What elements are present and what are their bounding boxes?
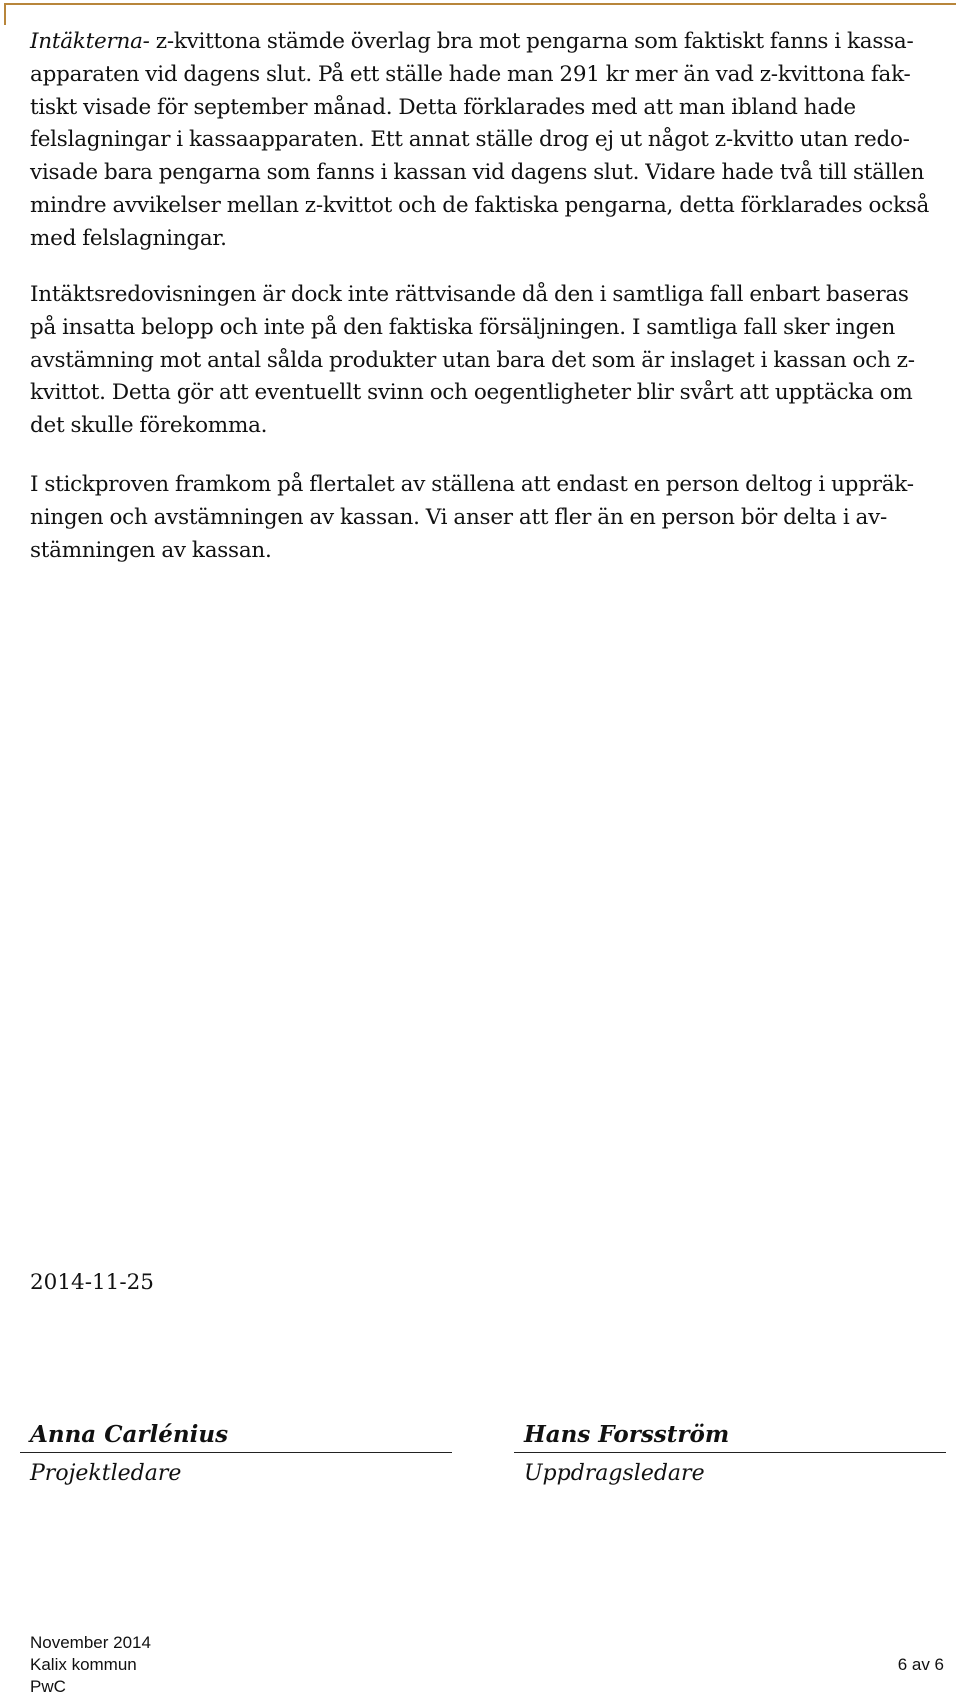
paragraph-line: ningen och avstämningen av kassan. Vi anser att fler än en person bör delta i av- bbox=[30, 504, 888, 530]
signature-role: Uppdragsledare bbox=[524, 1461, 705, 1486]
paragraph-line: mindre avvikelser mellan z-kvittot och de faktiska pengarna, detta förklarades också bbox=[30, 192, 930, 218]
page-corner-decoration bbox=[4, 3, 956, 25]
document-date: 2014-11-25 bbox=[30, 1270, 154, 1295]
paragraph-lead-italic: Intäkterna- bbox=[30, 29, 150, 54]
paragraph-line: det skulle förekomma. bbox=[30, 413, 268, 439]
paragraph-line: avstämning mot antal sålda produkter utan bara det som är inslaget i kassan och z- bbox=[30, 347, 915, 373]
footer-month: November 2014 bbox=[30, 1633, 151, 1652]
paragraph-line: Intäktsredovisningen är dock inte rättvisande då den i samtliga fall enbart baseras bbox=[30, 282, 909, 307]
signature-line bbox=[20, 1452, 452, 1453]
signature-block-left bbox=[30, 1420, 462, 1489]
footer-client: Kalix kommun bbox=[30, 1655, 137, 1674]
signature-role: Projektledare bbox=[30, 1461, 182, 1486]
paragraph-line-text: z-kvittona stämde överlag bra mot pengarna som faktiskt fanns i kassa- bbox=[149, 29, 914, 54]
signature-name: Hans Forsström bbox=[524, 1421, 730, 1448]
footer-firm: PwC bbox=[30, 1677, 66, 1696]
paragraph-line: med felslagningar. bbox=[30, 225, 227, 251]
paragraph-line: I stickproven framkom på flertalet av ställena att endast en person deltog i uppräk- bbox=[30, 472, 914, 497]
paragraph-line: felslagningar i kassaapparaten. Ett annat ställe drog ej ut något z-kvitto utan redo- bbox=[30, 127, 910, 153]
footer-info bbox=[30, 1632, 151, 1698]
signature-line bbox=[514, 1452, 946, 1453]
signature-block-right bbox=[524, 1420, 956, 1489]
paragraph-line: visade bara pengarna som fanns i kassan vid dagens slut. Vidare hade två till ställen bbox=[30, 160, 925, 186]
page-number: 6 av 6 bbox=[897, 1655, 944, 1674]
paragraph-line: stämningen av kassan. bbox=[30, 537, 272, 563]
paragraph-line: tiskt visade för september månad. Detta förklarades med att man ibland hade bbox=[30, 94, 856, 120]
paragraph-line bbox=[30, 26, 946, 59]
paragraph-line: apparaten vid dagens slut. På ett ställe hade man 291 kr mer än vad z-kvittona fak- bbox=[30, 61, 911, 87]
paragraph-intaktsredovisning bbox=[30, 279, 946, 443]
paragraph-intakterna bbox=[30, 26, 946, 256]
paragraph-line: kvittot. Detta gör att eventuellt svinn och oegentligheter blir svårt att upptäcka om bbox=[30, 380, 913, 406]
signature-name: Anna Carlénius bbox=[30, 1421, 229, 1448]
paragraph-line: på insatta belopp och inte på den faktiska försäljningen. I samtliga fall sker ingen bbox=[30, 314, 896, 340]
paragraph-stickprov bbox=[30, 469, 946, 567]
